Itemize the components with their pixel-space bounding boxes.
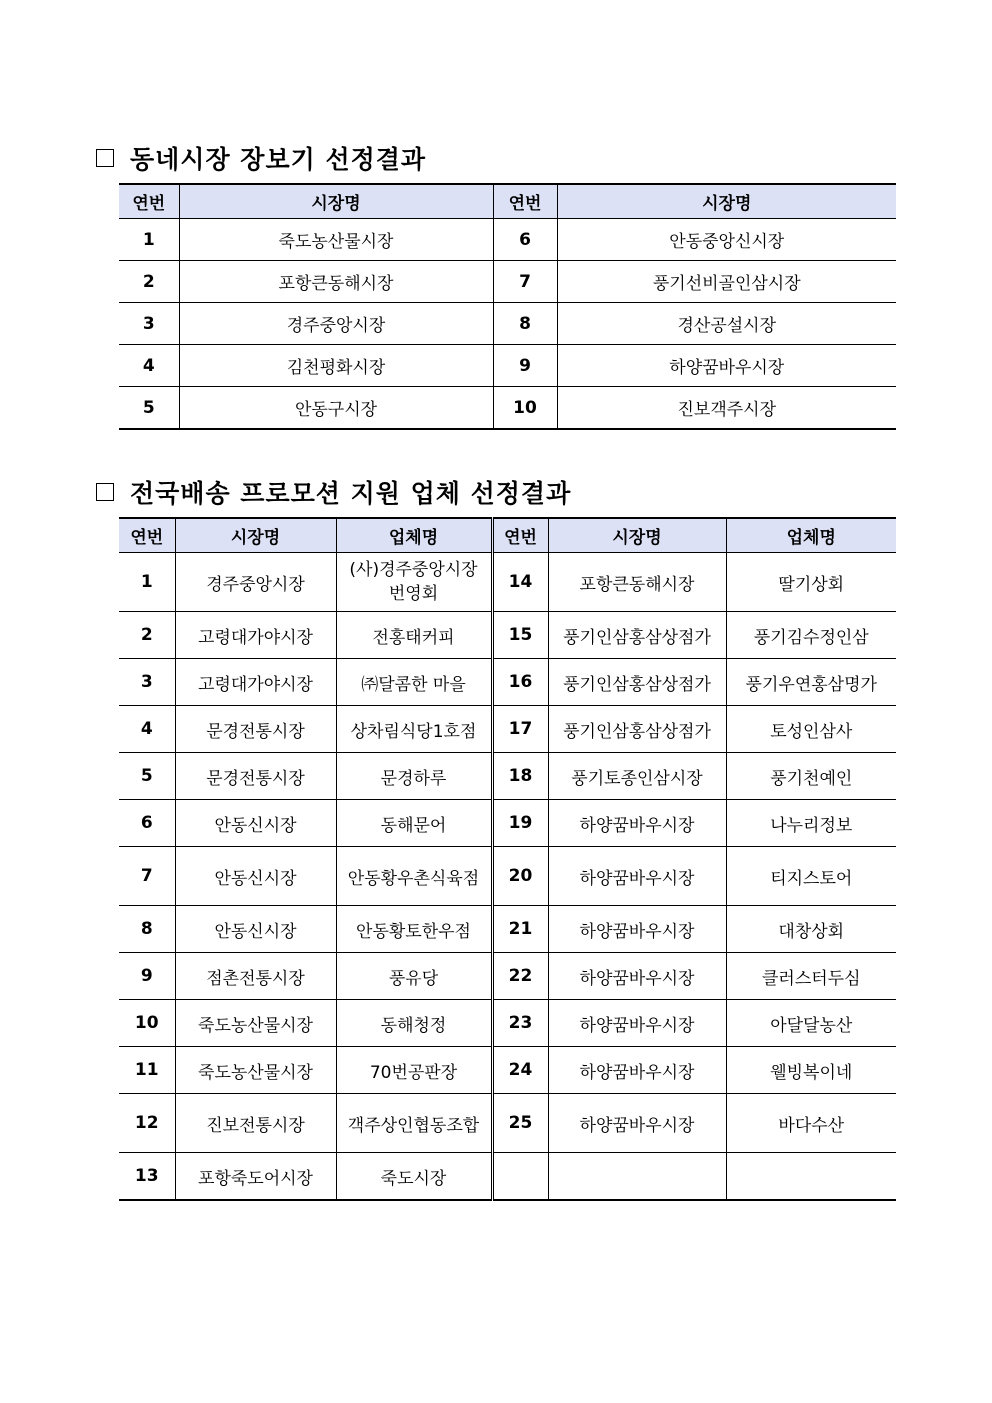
checkbox-icon (96, 149, 114, 167)
market-name: 문경전통시장 (175, 753, 336, 800)
header-no: 연번 (492, 518, 548, 553)
market-name: 김천평화시장 (179, 345, 493, 387)
table-header-row (119, 518, 896, 553)
company-name: 죽도시장 (336, 1153, 492, 1201)
company-name: 토성인삼사 (726, 706, 896, 753)
table-row (119, 906, 896, 953)
row-number (492, 1153, 548, 1201)
row-number: 13 (119, 1153, 175, 1201)
company-name: 풍기우연홍삼명가 (726, 659, 896, 706)
company-name: 상차림식당1호점 (336, 706, 492, 753)
company-name-line1: (사)경주중앙시장 (349, 560, 478, 580)
market-name: 고령대가야시장 (175, 612, 336, 659)
row-number: 7 (493, 261, 557, 303)
market-name: 하양꿈바우시장 (548, 1000, 726, 1047)
row-number: 14 (492, 553, 548, 612)
table-row (119, 345, 896, 387)
company-name: 풍기김수정인삼 (726, 612, 896, 659)
row-number: 11 (119, 1047, 175, 1094)
row-number: 8 (119, 906, 175, 953)
market-name: 하양꿈바우시장 (548, 906, 726, 953)
company-name: 풍유당 (336, 953, 492, 1000)
row-number: 23 (492, 1000, 548, 1047)
market-name: 경주중앙시장 (175, 553, 336, 612)
company-name: 객주상인협동조합 (336, 1094, 492, 1153)
company-name: 나누리정보 (726, 800, 896, 847)
market-name: 안동구시장 (179, 387, 493, 430)
market-name: 하양꿈바우시장 (548, 800, 726, 847)
company-name: 딸기상회 (726, 553, 896, 612)
market-name: 문경전통시장 (175, 706, 336, 753)
company-name: 대창상회 (726, 906, 896, 953)
row-number: 1 (119, 219, 179, 261)
market-name: 경산공설시장 (557, 303, 896, 345)
header-no: 연번 (493, 184, 557, 219)
row-number: 2 (119, 261, 179, 303)
company-name: ㈜달콤한 마을 (336, 659, 492, 706)
row-number: 16 (492, 659, 548, 706)
company-name: 문경하루 (336, 753, 492, 800)
row-number: 7 (119, 847, 175, 906)
table-row (119, 612, 896, 659)
row-number: 9 (493, 345, 557, 387)
company-name (336, 553, 492, 612)
market-name: 하양꿈바우시장 (548, 953, 726, 1000)
row-number: 4 (119, 706, 175, 753)
row-number: 21 (492, 906, 548, 953)
market-name: 안동신시장 (175, 800, 336, 847)
header-company: 업체명 (336, 518, 492, 553)
table-row (119, 753, 896, 800)
market-name: 안동신시장 (175, 847, 336, 906)
company-name: 동해문어 (336, 800, 492, 847)
market-name: 고령대가야시장 (175, 659, 336, 706)
table-header-row (119, 184, 896, 219)
checkbox-icon (96, 483, 114, 501)
row-number: 9 (119, 953, 175, 1000)
header-company: 업체명 (726, 518, 896, 553)
market-name: 진보객주시장 (557, 387, 896, 430)
row-number: 15 (492, 612, 548, 659)
company-name: 동해청정 (336, 1000, 492, 1047)
section1-title (96, 140, 426, 176)
row-number: 25 (492, 1094, 548, 1153)
header-no: 연번 (119, 518, 175, 553)
row-number: 6 (119, 800, 175, 847)
company-name: 바다수산 (726, 1094, 896, 1153)
header-market: 시장명 (179, 184, 493, 219)
row-number: 24 (492, 1047, 548, 1094)
table-row (119, 706, 896, 753)
market-name: 풍기토종인삼시장 (548, 753, 726, 800)
row-number: 6 (493, 219, 557, 261)
section2-title (96, 474, 571, 510)
market-name: 풍기인삼홍삼상점가 (548, 706, 726, 753)
row-number: 10 (493, 387, 557, 430)
table-row (119, 387, 896, 430)
market-name: 경주중앙시장 (179, 303, 493, 345)
company-name-line2: 번영회 (388, 584, 439, 604)
table-row (119, 953, 896, 1000)
table-row (119, 659, 896, 706)
market-name: 풍기인삼홍삼상점가 (548, 612, 726, 659)
section1-title-text: 동네시장 장보기 선정결과 (130, 145, 427, 174)
company-name: 전홍태커피 (336, 612, 492, 659)
market-name: 죽도농산물시장 (175, 1047, 336, 1094)
market-name: 진보전통시장 (175, 1094, 336, 1153)
market-selection-table (119, 183, 896, 430)
market-name: 안동신시장 (175, 906, 336, 953)
market-name: 풍기선비골인삼시장 (557, 261, 896, 303)
company-name: 풍기천예인 (726, 753, 896, 800)
header-market: 시장명 (557, 184, 896, 219)
header-market: 시장명 (175, 518, 336, 553)
market-name: 하양꿈바우시장 (548, 1047, 726, 1094)
market-name: 하양꿈바우시장 (548, 1094, 726, 1153)
company-name: 웰빙복이네 (726, 1047, 896, 1094)
table-row (119, 1094, 896, 1153)
row-number: 3 (119, 659, 175, 706)
row-number: 20 (492, 847, 548, 906)
row-number: 3 (119, 303, 179, 345)
market-name: 풍기인삼홍삼상점가 (548, 659, 726, 706)
company-name: 티지스토어 (726, 847, 896, 906)
row-number: 22 (492, 953, 548, 1000)
row-number: 19 (492, 800, 548, 847)
header-no: 연번 (119, 184, 179, 219)
company-name (726, 1153, 896, 1201)
row-number: 18 (492, 753, 548, 800)
market-name: 안동중앙신시장 (557, 219, 896, 261)
table-row (119, 1047, 896, 1094)
table-row (119, 303, 896, 345)
row-number: 12 (119, 1094, 175, 1153)
section2-title-text: 전국배송 프로모션 지원 업체 선정결과 (130, 479, 572, 508)
header-market: 시장명 (548, 518, 726, 553)
market-name: 죽도농산물시장 (175, 1000, 336, 1047)
row-number: 8 (493, 303, 557, 345)
table-row (119, 261, 896, 303)
market-name: 포항큰동해시장 (179, 261, 493, 303)
row-number: 4 (119, 345, 179, 387)
company-name: 안동황토한우점 (336, 906, 492, 953)
row-number: 17 (492, 706, 548, 753)
company-name: 클러스터두심 (726, 953, 896, 1000)
row-number: 1 (119, 553, 175, 612)
market-name: 포항죽도어시장 (175, 1153, 336, 1201)
table-row (119, 1153, 896, 1201)
table-row (119, 1000, 896, 1047)
row-number: 5 (119, 753, 175, 800)
company-name: 안동황우촌식육점 (336, 847, 492, 906)
market-name: 하양꿈바우시장 (557, 345, 896, 387)
table-row (119, 553, 896, 612)
row-number: 5 (119, 387, 179, 430)
market-name: 점촌전통시장 (175, 953, 336, 1000)
row-number: 2 (119, 612, 175, 659)
table-row (119, 219, 896, 261)
shipping-promotion-table (119, 517, 896, 1201)
market-name: 포항큰동해시장 (548, 553, 726, 612)
market-name: 죽도농산물시장 (179, 219, 493, 261)
company-name: 70번공판장 (336, 1047, 492, 1094)
market-name (548, 1153, 726, 1201)
company-name: 아달달농산 (726, 1000, 896, 1047)
row-number: 10 (119, 1000, 175, 1047)
table-row (119, 847, 896, 906)
market-name: 하양꿈바우시장 (548, 847, 726, 906)
table-row (119, 800, 896, 847)
